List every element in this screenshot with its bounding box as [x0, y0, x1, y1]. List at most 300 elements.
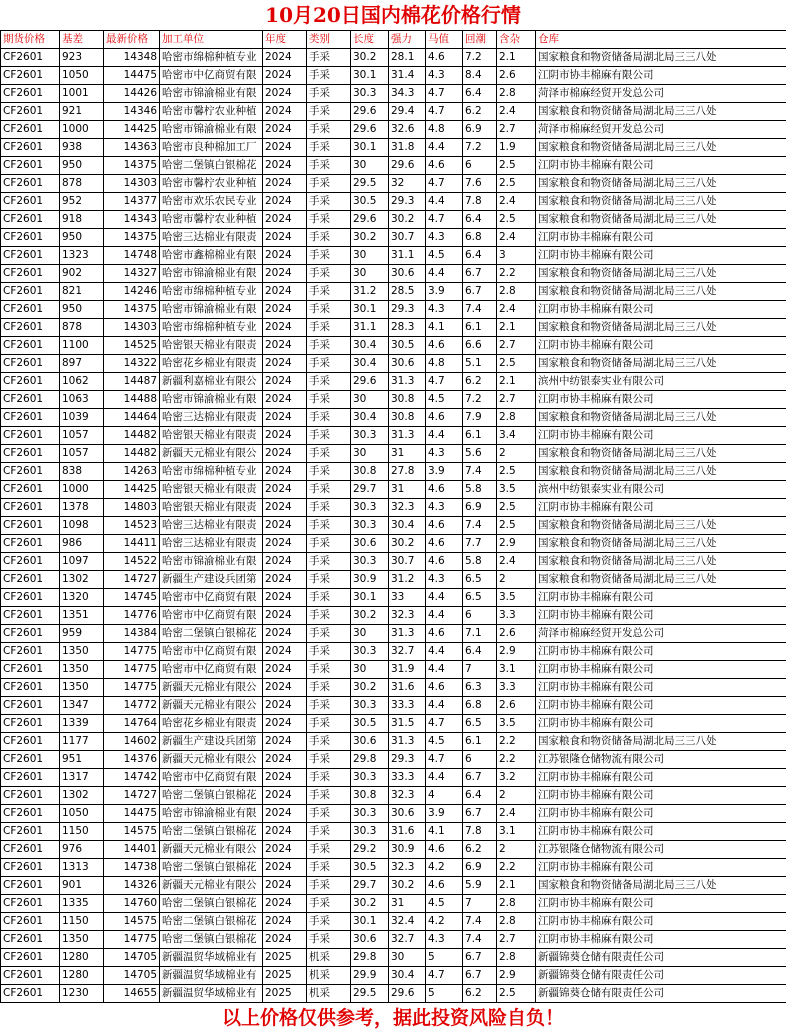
table-cell: 14775 — [104, 643, 160, 661]
table-row — [1, 949, 786, 967]
table-cell: 手采 — [307, 211, 351, 229]
table-cell: 1302 — [60, 571, 104, 589]
table-cell: 30.5 — [351, 193, 389, 211]
table-cell: 国家粮食和物资储备局湖北局三三八处 — [536, 283, 786, 301]
table-cell: 14426 — [104, 85, 160, 103]
table-cell: 30 — [389, 949, 426, 967]
table-cell: 6.2 — [463, 985, 497, 1003]
table-cell: 1057 — [60, 445, 104, 463]
table-cell: 4.5 — [426, 247, 463, 265]
table-cell: 14376 — [104, 751, 160, 769]
table-row — [1, 139, 786, 157]
table-cell: 2.1 — [497, 373, 536, 391]
table-cell: 30.8 — [389, 391, 426, 409]
table-cell: 江阴市协丰棉麻有限公司 — [536, 895, 786, 913]
table-cell: 2.2 — [497, 751, 536, 769]
table-cell: 30.3 — [351, 823, 389, 841]
table-cell: 新疆天元棉业有限公 — [160, 841, 263, 859]
table-row — [1, 67, 786, 85]
table-cell: 菏泽市棉麻经贸开发总公司 — [536, 121, 786, 139]
table-cell: 2024 — [263, 301, 307, 319]
table-cell: CF2601 — [1, 319, 60, 337]
table-cell: 14525 — [104, 337, 160, 355]
table-cell: 6.4 — [463, 247, 497, 265]
table-cell: 2024 — [263, 733, 307, 751]
table-cell: 2024 — [263, 121, 307, 139]
table-cell: 951 — [60, 751, 104, 769]
table-cell: 滨州中纺银泰实业有限公司 — [536, 373, 786, 391]
table-row — [1, 625, 786, 643]
table-cell: 29.4 — [389, 103, 426, 121]
table-cell: 哈密二堡镇白银棉花 — [160, 859, 263, 877]
table-cell: CF2601 — [1, 121, 60, 139]
table-cell: 950 — [60, 157, 104, 175]
table-cell: CF2601 — [1, 859, 60, 877]
table-cell: 手采 — [307, 679, 351, 697]
table-cell: 7.2 — [463, 49, 497, 67]
table-cell: 7.2 — [463, 391, 497, 409]
table-cell: 30.1 — [351, 913, 389, 931]
table-cell: 国家粮食和物资储备局湖北局三三八处 — [536, 319, 786, 337]
table-cell: 2025 — [263, 949, 307, 967]
table-cell: 4.7 — [426, 751, 463, 769]
table-row — [1, 895, 786, 913]
table-cell: CF2601 — [1, 787, 60, 805]
column-header: 仓库 — [536, 31, 786, 49]
table-cell: 7 — [463, 661, 497, 679]
table-cell: CF2601 — [1, 103, 60, 121]
table-cell: 4.3 — [426, 229, 463, 247]
table-cell: 4.6 — [426, 481, 463, 499]
table-cell: 6.4 — [463, 85, 497, 103]
table-cell: 6 — [463, 751, 497, 769]
table-cell: 4.1 — [426, 823, 463, 841]
table-cell: 2024 — [263, 571, 307, 589]
table-cell: 江阴市协丰棉麻有限公司 — [536, 229, 786, 247]
table-cell: 国家粮食和物资储备局湖北局三三八处 — [536, 877, 786, 895]
table-cell: CF2601 — [1, 553, 60, 571]
table-cell: 新疆生产建设兵团第 — [160, 733, 263, 751]
table-cell: 2.4 — [497, 229, 536, 247]
table-cell: 2024 — [263, 157, 307, 175]
table-cell: 14363 — [104, 139, 160, 157]
table-cell: 1150 — [60, 913, 104, 931]
table-cell: CF2601 — [1, 139, 60, 157]
table-cell: 2 — [497, 787, 536, 805]
table-cell: 国家粮食和物资储备局湖北局三三八处 — [536, 265, 786, 283]
table-cell: 2.9 — [497, 967, 536, 985]
table-row — [1, 967, 786, 985]
table-cell: 30.4 — [351, 355, 389, 373]
table-cell: 6.9 — [463, 499, 497, 517]
table-cell: 3.9 — [426, 463, 463, 481]
table-cell: 哈密二堡镇白银棉花 — [160, 895, 263, 913]
table-cell: 27.8 — [389, 463, 426, 481]
table-cell: 新疆生产建设兵团第 — [160, 571, 263, 589]
table-row — [1, 409, 786, 427]
table-cell: 31 — [389, 445, 426, 463]
table-cell: 950 — [60, 301, 104, 319]
table-cell: 手采 — [307, 787, 351, 805]
table-cell: 6.9 — [463, 121, 497, 139]
table-cell: 1001 — [60, 85, 104, 103]
column-header: 强力 — [389, 31, 426, 49]
table-row — [1, 481, 786, 499]
table-cell: 2024 — [263, 679, 307, 697]
table-cell: 哈密市中亿商贸有限 — [160, 67, 263, 85]
table-cell: 30.3 — [351, 805, 389, 823]
table-cell: 新疆锦葵仓储有限责任公司 — [536, 985, 786, 1003]
table-cell: 手采 — [307, 49, 351, 67]
table-cell: 2024 — [263, 67, 307, 85]
table-cell: CF2601 — [1, 841, 60, 859]
table-cell: 1351 — [60, 607, 104, 625]
table-cell: 4.7 — [426, 211, 463, 229]
table-cell: CF2601 — [1, 643, 60, 661]
table-cell: 手采 — [307, 913, 351, 931]
table-row — [1, 499, 786, 517]
table-cell: CF2601 — [1, 715, 60, 733]
table-row — [1, 859, 786, 877]
table-cell: 14803 — [104, 499, 160, 517]
table-cell: 7.4 — [463, 517, 497, 535]
table-row — [1, 661, 786, 679]
table-cell: 14523 — [104, 517, 160, 535]
table-cell: 7.9 — [463, 409, 497, 427]
table-cell: 34.3 — [389, 85, 426, 103]
table-cell: 28.5 — [389, 283, 426, 301]
table-cell: 手采 — [307, 661, 351, 679]
table-cell: 2.1 — [497, 877, 536, 895]
table-cell: CF2601 — [1, 733, 60, 751]
table-cell: 29.6 — [389, 157, 426, 175]
table-cell: 2.7 — [497, 121, 536, 139]
table-cell: 4.4 — [426, 769, 463, 787]
table-cell: 14343 — [104, 211, 160, 229]
table-cell: 14738 — [104, 859, 160, 877]
table-cell: 新疆天元棉业有限公 — [160, 445, 263, 463]
table-cell: 3.9 — [426, 283, 463, 301]
table-cell: CF2601 — [1, 427, 60, 445]
table-cell: 4.7 — [426, 373, 463, 391]
table-cell: 哈密银天棉业有限责 — [160, 481, 263, 499]
table-cell: 3 — [497, 247, 536, 265]
table-cell: 14401 — [104, 841, 160, 859]
table-cell: 江阴市协丰棉麻有限公司 — [536, 715, 786, 733]
table-cell: 2024 — [263, 103, 307, 121]
table-cell: 986 — [60, 535, 104, 553]
table-cell: 2.5 — [497, 985, 536, 1003]
table-cell: 6.7 — [463, 967, 497, 985]
disclaimer-footer: 以上价格仅供参考，据此投资风险自负！ — [221, 1007, 564, 1029]
table-cell: 手采 — [307, 121, 351, 139]
table-cell: 哈密市中亿商贸有限 — [160, 643, 263, 661]
table-cell: 30.3 — [351, 517, 389, 535]
table-cell: 2.2 — [497, 265, 536, 283]
table-cell: 32.3 — [389, 787, 426, 805]
table-cell: 2024 — [263, 445, 307, 463]
table-cell: 2.8 — [497, 913, 536, 931]
table-cell: 哈密市绵棉种植专业 — [160, 463, 263, 481]
table-cell: 哈密二堡镇白银棉花 — [160, 931, 263, 949]
table-cell: 2024 — [263, 463, 307, 481]
table-cell: 2.5 — [497, 211, 536, 229]
table-cell: 6.7 — [463, 949, 497, 967]
table-cell: 30 — [351, 445, 389, 463]
table-cell: 手采 — [307, 283, 351, 301]
table-cell: CF2601 — [1, 193, 60, 211]
table-cell: 2024 — [263, 211, 307, 229]
table-cell: CF2601 — [1, 175, 60, 193]
table-cell: 7.8 — [463, 193, 497, 211]
table-cell: CF2601 — [1, 85, 60, 103]
table-cell: CF2601 — [1, 391, 60, 409]
table-cell: 6 — [463, 607, 497, 625]
table-cell: 14727 — [104, 787, 160, 805]
table-cell: 2024 — [263, 337, 307, 355]
table-cell: 1177 — [60, 733, 104, 751]
table-cell: 2.9 — [497, 643, 536, 661]
table-cell: 6.3 — [463, 679, 497, 697]
table-cell: 30 — [351, 625, 389, 643]
table-cell: 30.1 — [351, 67, 389, 85]
table-cell: 3.4 — [497, 427, 536, 445]
table-cell: 手采 — [307, 535, 351, 553]
table-cell: 6.4 — [463, 211, 497, 229]
table-cell: 31.2 — [389, 571, 426, 589]
table-cell: 哈密市绵棉种植专业 — [160, 319, 263, 337]
table-cell: 4.4 — [426, 661, 463, 679]
table-cell: 江阴市协丰棉麻有限公司 — [536, 697, 786, 715]
table-row — [1, 607, 786, 625]
table-cell: 14575 — [104, 913, 160, 931]
table-cell: 江阴市协丰棉麻有限公司 — [536, 643, 786, 661]
table-cell: 14727 — [104, 571, 160, 589]
table-cell: 菏泽市棉麻经贸开发总公司 — [536, 625, 786, 643]
table-cell: 手采 — [307, 337, 351, 355]
table-cell: CF2601 — [1, 463, 60, 481]
table-cell: 6.2 — [463, 373, 497, 391]
table-cell: 哈密市锦渝棉业有限 — [160, 265, 263, 283]
table-cell: 1039 — [60, 409, 104, 427]
table-cell: 2024 — [263, 859, 307, 877]
table-cell: 30.2 — [389, 211, 426, 229]
table-cell: 2024 — [263, 319, 307, 337]
table-cell: 2.2 — [497, 859, 536, 877]
table-row — [1, 445, 786, 463]
table-cell: 江阴市协丰棉麻有限公司 — [536, 247, 786, 265]
table-cell: 14775 — [104, 931, 160, 949]
table-cell: 14475 — [104, 805, 160, 823]
table-row — [1, 373, 786, 391]
table-cell: 30.2 — [351, 607, 389, 625]
table-row — [1, 49, 786, 67]
table-cell: 哈密三达棉业有限责 — [160, 229, 263, 247]
table-cell: 4 — [426, 787, 463, 805]
column-header: 长度 — [351, 31, 389, 49]
column-header: 年度 — [263, 31, 307, 49]
table-cell: CF2601 — [1, 949, 60, 967]
table-cell: 国家粮食和物资储备局湖北局三三八处 — [536, 49, 786, 67]
table-cell: 新疆天元棉业有限公 — [160, 679, 263, 697]
column-header: 回潮 — [463, 31, 497, 49]
table-cell: 手采 — [307, 301, 351, 319]
table-cell: 30.1 — [351, 589, 389, 607]
table-cell: 2.6 — [497, 697, 536, 715]
table-cell: 4.4 — [426, 427, 463, 445]
table-cell: 14425 — [104, 481, 160, 499]
table-cell: 3.5 — [497, 481, 536, 499]
table-cell: 2024 — [263, 787, 307, 805]
table-cell: CF2601 — [1, 661, 60, 679]
table-cell: 手采 — [307, 373, 351, 391]
table-cell: 哈密市馨柠农业种植 — [160, 211, 263, 229]
table-cell: 新疆温贸华域棉业有 — [160, 985, 263, 1003]
table-cell: 1350 — [60, 679, 104, 697]
table-cell: 5.8 — [463, 553, 497, 571]
table-cell: 29.6 — [351, 121, 389, 139]
table-cell: 6.1 — [463, 427, 497, 445]
table-cell: 江阴市协丰棉麻有限公司 — [536, 859, 786, 877]
table-cell: 哈密二堡镇白银棉花 — [160, 157, 263, 175]
table-cell: 2024 — [263, 715, 307, 733]
table-cell: 1313 — [60, 859, 104, 877]
table-cell: 哈密三达棉业有限责 — [160, 409, 263, 427]
table-cell: 2.8 — [497, 895, 536, 913]
table-cell: CF2601 — [1, 157, 60, 175]
column-header: 期货价格 — [1, 31, 60, 49]
table-cell: 5.6 — [463, 445, 497, 463]
table-cell: CF2601 — [1, 697, 60, 715]
table-cell: 30.6 — [351, 733, 389, 751]
table-row — [1, 283, 786, 301]
table-cell: 30.5 — [351, 715, 389, 733]
table-cell: 1097 — [60, 553, 104, 571]
table-cell: 1280 — [60, 967, 104, 985]
table-cell: 4.6 — [426, 157, 463, 175]
table-cell: 959 — [60, 625, 104, 643]
table-cell: 30.5 — [351, 859, 389, 877]
table-cell: 29.6 — [351, 373, 389, 391]
table-cell: 30 — [351, 391, 389, 409]
table-cell: 1350 — [60, 931, 104, 949]
table-cell: CF2601 — [1, 355, 60, 373]
table-cell: 4.6 — [426, 49, 463, 67]
table-cell: 30.2 — [351, 895, 389, 913]
table-cell: 31 — [389, 895, 426, 913]
table-cell: 4.6 — [426, 535, 463, 553]
table-cell: 手采 — [307, 499, 351, 517]
table-cell: 1057 — [60, 427, 104, 445]
table-cell: 江阴市协丰棉麻有限公司 — [536, 679, 786, 697]
table-cell: 2.5 — [497, 463, 536, 481]
table-row — [1, 751, 786, 769]
table-cell: 29.3 — [389, 193, 426, 211]
table-cell: 1302 — [60, 787, 104, 805]
table-cell: 3.1 — [497, 823, 536, 841]
table-row — [1, 679, 786, 697]
table-cell: 878 — [60, 175, 104, 193]
table-cell: CF2601 — [1, 823, 60, 841]
table-cell: 4.7 — [426, 967, 463, 985]
table-body — [1, 49, 786, 1003]
table-cell: 2.5 — [497, 175, 536, 193]
table-cell: 32.3 — [389, 859, 426, 877]
table-cell: 14375 — [104, 301, 160, 319]
table-cell: 4.6 — [426, 517, 463, 535]
table-cell: 手采 — [307, 931, 351, 949]
table-cell: 14760 — [104, 895, 160, 913]
table-cell: 2024 — [263, 535, 307, 553]
table-cell: 32.7 — [389, 931, 426, 949]
table-cell: 976 — [60, 841, 104, 859]
table-cell: 2.2 — [497, 733, 536, 751]
table-cell: 838 — [60, 463, 104, 481]
table-cell: 2024 — [263, 895, 307, 913]
table-cell: 手采 — [307, 355, 351, 373]
table-cell: 4.3 — [426, 571, 463, 589]
table-cell: 手采 — [307, 409, 351, 427]
table-row — [1, 229, 786, 247]
table-cell: 手采 — [307, 733, 351, 751]
table-cell: 手采 — [307, 265, 351, 283]
table-cell: 哈密市锦渝棉业有限 — [160, 553, 263, 571]
table-row — [1, 103, 786, 121]
table-cell: 30.1 — [351, 139, 389, 157]
table-cell: 1378 — [60, 499, 104, 517]
table-cell: 14745 — [104, 589, 160, 607]
table-cell: 30.8 — [389, 409, 426, 427]
table-cell: 江阴市协丰棉麻有限公司 — [536, 805, 786, 823]
table-cell: 手采 — [307, 517, 351, 535]
table-cell: 哈密市中亿商贸有限 — [160, 661, 263, 679]
table-cell: 江阴市协丰棉麻有限公司 — [536, 301, 786, 319]
table-cell: 31.4 — [389, 67, 426, 85]
table-cell: 手采 — [307, 823, 351, 841]
table-row — [1, 535, 786, 553]
table-cell: 29.2 — [351, 841, 389, 859]
table-cell: 878 — [60, 319, 104, 337]
table-row — [1, 715, 786, 733]
table-cell: 7.4 — [463, 463, 497, 481]
table-cell: 4.3 — [426, 301, 463, 319]
table-cell: 30.3 — [351, 769, 389, 787]
table-cell: 哈密市锦渝棉业有限 — [160, 391, 263, 409]
table-cell: 国家粮食和物资储备局湖北局三三八处 — [536, 211, 786, 229]
table-cell: 30.6 — [351, 931, 389, 949]
table-cell: 31 — [389, 481, 426, 499]
table-cell: 江阴市协丰棉麻有限公司 — [536, 337, 786, 355]
table-cell: 2024 — [263, 697, 307, 715]
table-row — [1, 427, 786, 445]
table-cell: 33.3 — [389, 697, 426, 715]
table-cell: 29.3 — [389, 751, 426, 769]
table-cell: CF2601 — [1, 679, 60, 697]
price-table — [0, 30, 786, 1003]
table-cell: 滨州中纺银泰实业有限公司 — [536, 481, 786, 499]
table-cell: 2.9 — [497, 535, 536, 553]
table-cell: 31.5 — [389, 715, 426, 733]
table-cell: 30.9 — [351, 571, 389, 589]
table-cell: 14475 — [104, 67, 160, 85]
table-cell: 30.4 — [389, 517, 426, 535]
table-cell: 手采 — [307, 715, 351, 733]
table-cell: 菏泽市棉麻经贸开发总公司 — [536, 85, 786, 103]
table-cell: 7.6 — [463, 175, 497, 193]
table-cell: 4.4 — [426, 265, 463, 283]
table-cell: 14348 — [104, 49, 160, 67]
table-cell: 30.3 — [351, 85, 389, 103]
